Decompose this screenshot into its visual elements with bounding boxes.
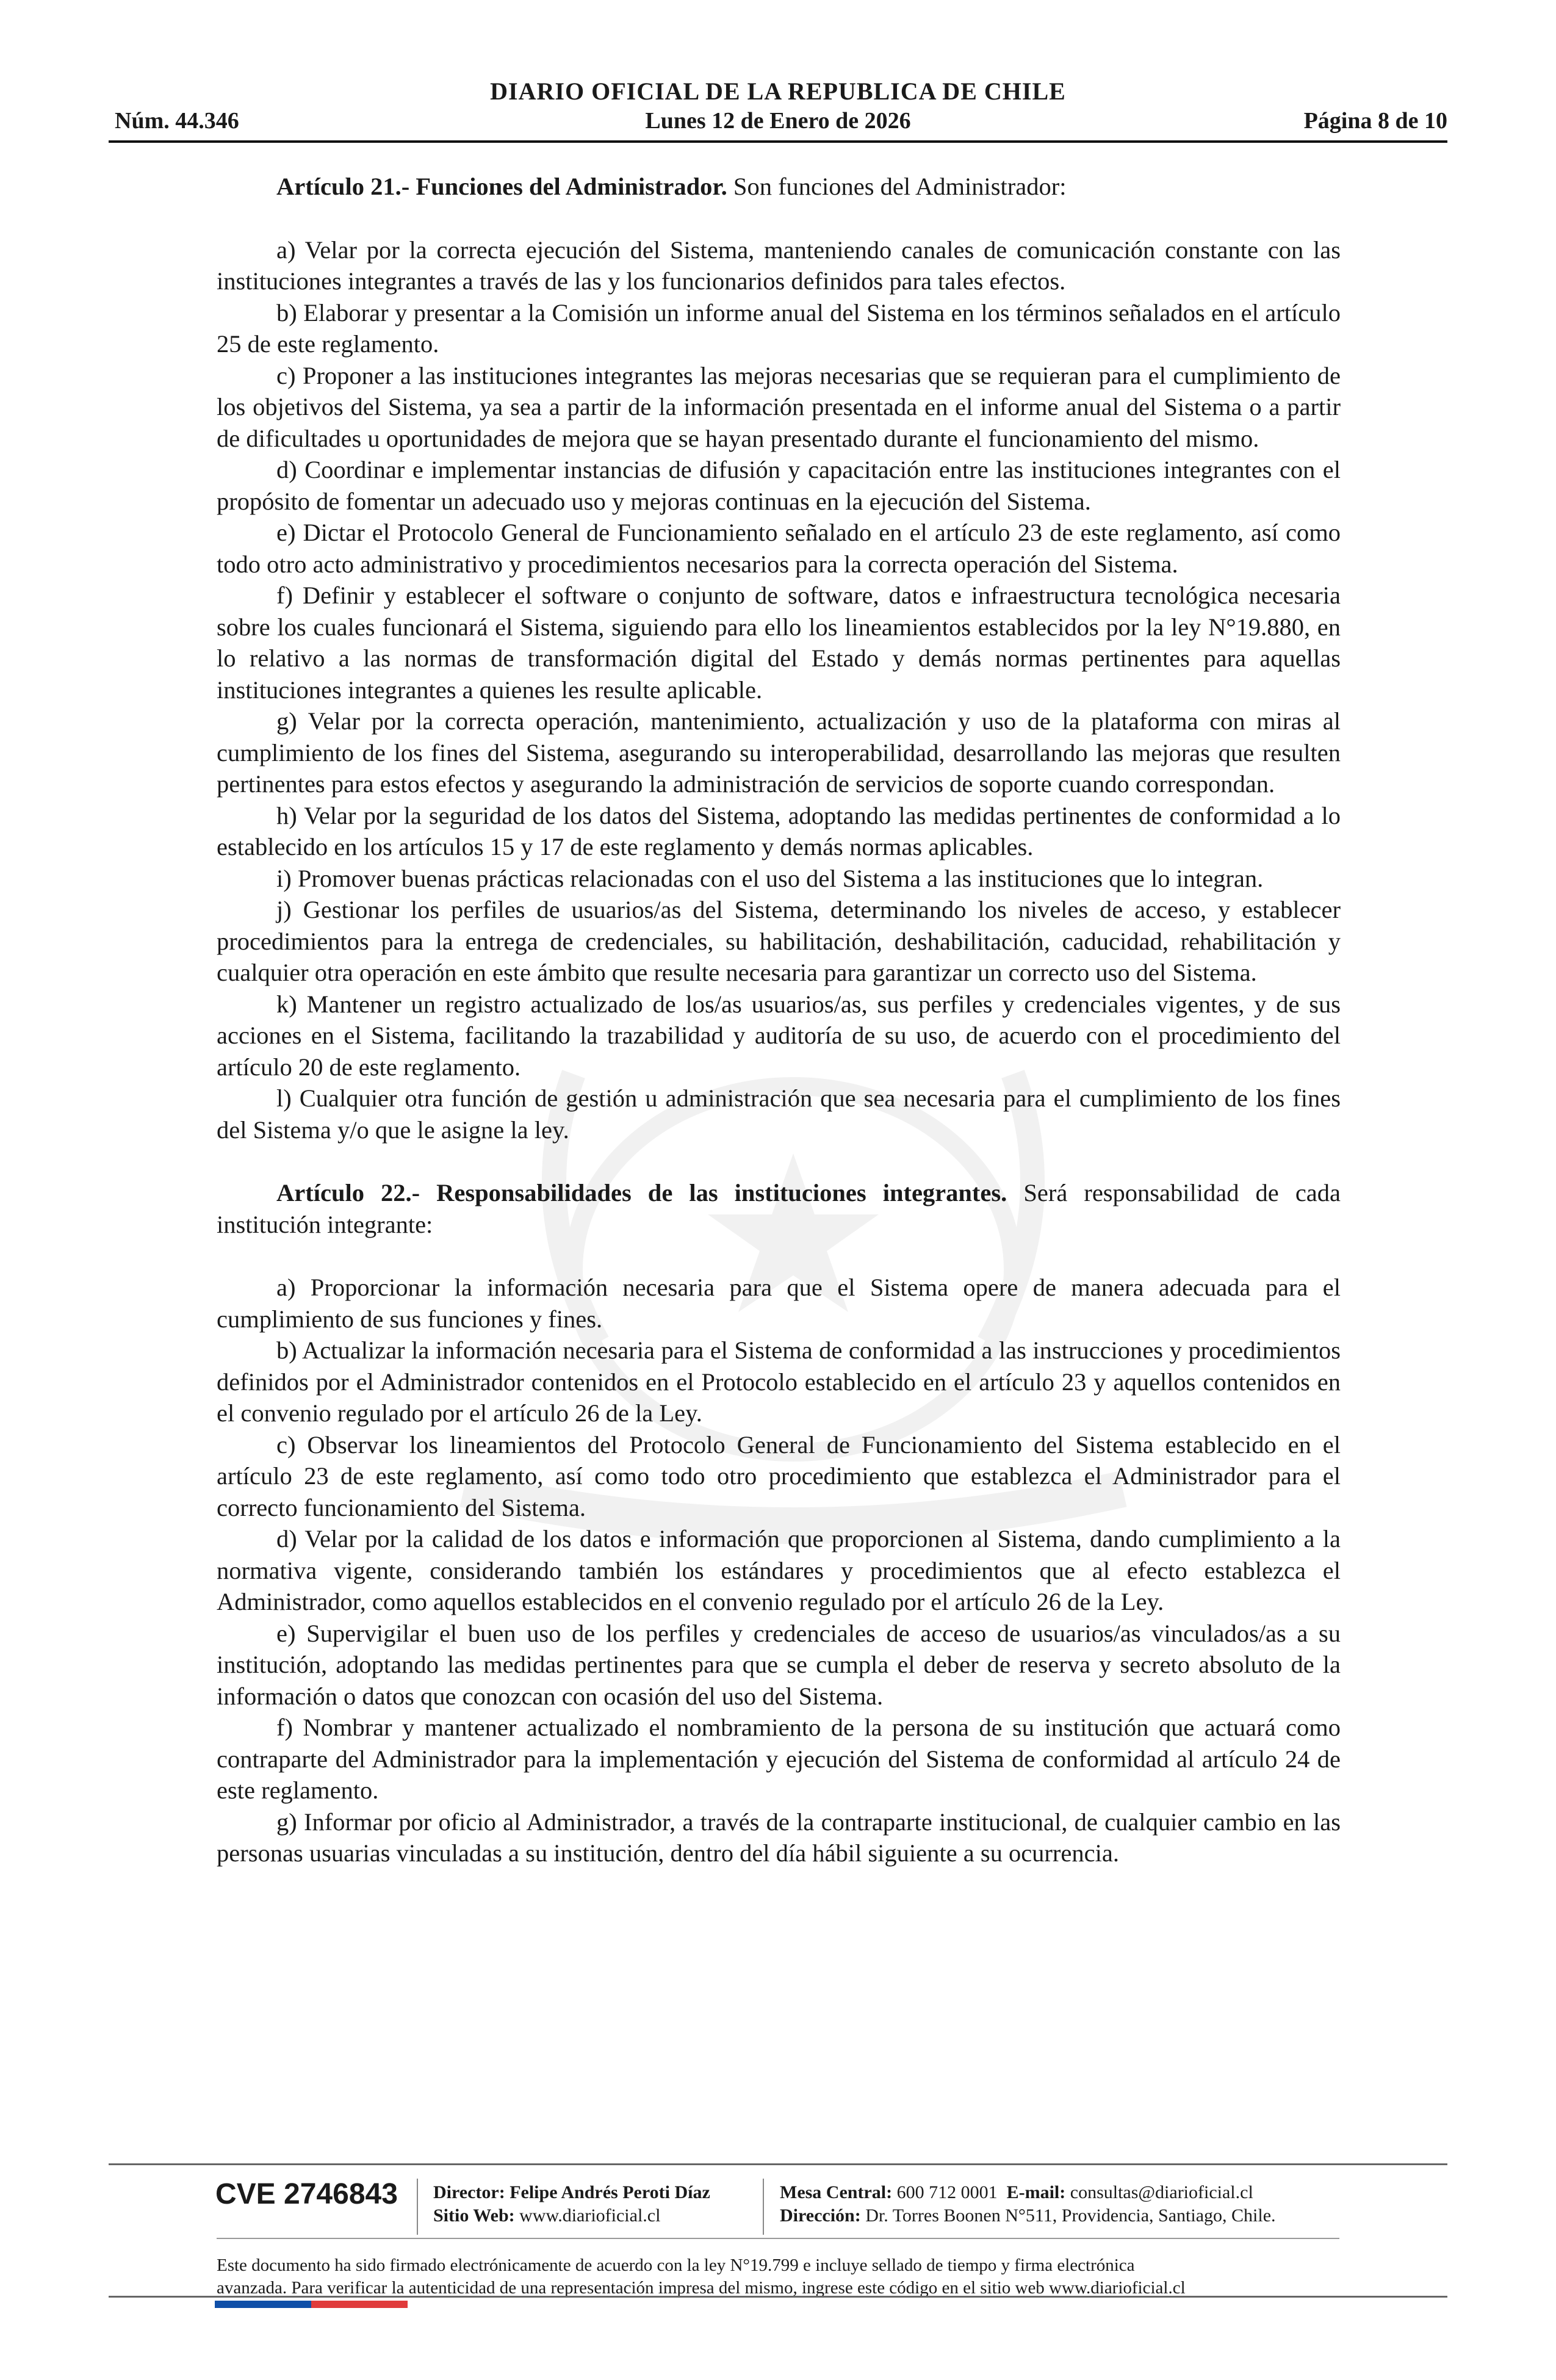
list-item: d) Velar por la calidad de los datos e información que proporcionen al Sistema, dando cumplimiento a la normativa vigente, considerando también los estándares y procedimientos que al efecto establezca el Administrador, como aquellos establecidos en el convenio regulado por el artículo 26 de la Ley. bbox=[217, 1525, 1341, 1615]
footer-bottom-rule bbox=[109, 2296, 1447, 2298]
article-22-heading: Artículo 22.- Responsabilidades de las instituciones integrantes. Será responsabilidad de cada institución integrante: bbox=[217, 1179, 1341, 1238]
address: Dr. Torres Boonen N°511, Providencia, Santiago, Chile. bbox=[865, 2205, 1276, 2226]
list-item: e) Dictar el Protocolo General de Funcionamiento señalado en el artículo 23 de este reglamento, así como todo otro acto administrativo y procedimientos necesarios para la correcta operación del Sistema. bbox=[217, 519, 1341, 578]
list-item: c) Proponer a las instituciones integrantes las mejoras necesarias que se requieran para el cumplimiento de los objetivos del Sistema, ya sea a partir de la información presentada en el informe anual del Sistema o a partir de dificultades u oportunidades de mejora que se hayan presentado durante el funcionamiento del mismo. bbox=[217, 361, 1341, 452]
issue-number: Núm. 44.346 bbox=[115, 108, 239, 134]
list-item: i) Promover buenas prácticas relacionadas con el uso del Sistema a las instituciones que lo integran. bbox=[276, 864, 1264, 892]
list-item: e) Supervigilar el buen uso de los perfiles y credenciales de acceso de usuarios/as vinculados/as a su institución, adoptando las medidas pertinentes para que se cumpla el deber de reserva y secreto absoluto de la información o datos que conozcan con ocasión del uso del Sistema. bbox=[217, 1619, 1341, 1710]
issue-date: Lunes 12 de Enero de 2026 bbox=[645, 108, 911, 134]
list-item: b) Actualizar la información necesaria para el Sistema de conformidad a las instrucciones y procedimientos definidos por el Administrador contenidos en el Protocolo establecido en el artículo 23 y aquellos contenidos en el convenio regulado por el artículo 26 de la Ley. bbox=[217, 1336, 1341, 1427]
list-item: f) Nombrar y mantener actualizado el nombramiento de la persona de su institución que actuará como contraparte del Administrador para la implementación y ejecución del Sistema de conformidad al artículo 24 de este reglamento. bbox=[217, 1714, 1341, 1804]
footer-contact-block: Mesa Central: 600 712 0001 E-mail: consultas@diarioficial.cl Dirección: Dr. Torres Boonen N°511, Providencia, Santiago, Chile. bbox=[780, 2182, 1276, 2226]
footer-director-block: Director: Felipe Andrés Peroti Díaz Sitio Web: www.diarioficial.cl bbox=[433, 2182, 710, 2226]
document-body bbox=[217, 171, 1341, 1869]
newspaper-title: DIARIO OFICIAL DE LA REPUBLICA DE CHILE bbox=[490, 78, 1066, 105]
list-item: k) Mantener un registro actualizado de los/as usuarios/as, sus perfiles y credenciales vigentes, y de sus acciones en el Sistema, facilitando la trazabilidad y auditoría de su uso, de acuerdo con el procedimiento del artículo 20 de este reglamento. bbox=[217, 990, 1341, 1081]
list-item: h) Velar por la seguridad de los datos del Sistema, adoptando las medidas pertinentes de conformidad a lo establecido en los artículos 15 y 17 de este reglamento y demás normas aplicables. bbox=[217, 801, 1341, 860]
list-item: a) Velar por la correcta ejecución del Sistema, manteniendo canales de comunicación constante con las instituciones integrantes a través de las y los funcionarios definidos para tales efectos. bbox=[217, 236, 1341, 295]
footer-top-rule bbox=[109, 2163, 1447, 2165]
list-item: d) Coordinar e implementar instancias de difusión y capacitación entre las instituciones integrantes con el propósito de fomentar un adecuado uso y mejoras continuas en la ejecución del Sistema. bbox=[217, 456, 1341, 515]
footer-separator bbox=[763, 2179, 764, 2235]
header-rule bbox=[109, 140, 1447, 143]
legal-notice: Este documento ha sido firmado electrónicamente de acuerdo con la ley N°19.799 e incluye sellado de tiempo y firma electrónica avanzada. Para verificar la autenticidad de una representación impresa del mismo, ingrese este código en el sitio web www.diarioficial.cl bbox=[217, 2256, 1186, 2298]
site-link[interactable]: www.diarioficial.cl bbox=[519, 2205, 661, 2226]
director-name: Felipe Andrés Peroti Díaz bbox=[510, 2182, 710, 2202]
footer-separator bbox=[417, 2179, 418, 2235]
list-item: g) Informar por oficio al Administrador, a través de la contraparte institucional, de cualquier cambio en las personas usuarias vinculadas a su institución, dentro del día hábil siguiente a su ocurrencia. bbox=[217, 1808, 1341, 1867]
list-item: c) Observar los lineamientos del Protocolo General de Funcionamiento del Sistema establecido en el artículo 23 de este reglamento, así como todo otro procedimiento que establezca el Administrador para el correcto funcionamiento del Sistema. bbox=[217, 1430, 1341, 1521]
list-item: f) Definir y establecer el software o conjunto de software, datos e infraestructura tecnológica necesaria sobre los cuales funcionará el Sistema, siguiendo para ello los lineamientos establecidos por la ley N°19.880, en lo relativo a las normas de transformación digital del Estado y demás normas pertinentes para aquellas instituciones integrantes a quienes les resulte aplicable. bbox=[217, 582, 1341, 704]
list-item: g) Velar por la correcta operación, mantenimiento, actualización y uso de la plataforma con miras al cumplimiento de los fines del Sistema, asegurando su interoperabilidad, desarrollando las mejoras que resulten pertinentes para estos efectos y asegurando la administración de servicios de soporte cuando correspondan. bbox=[217, 707, 1341, 798]
list-item: b) Elaborar y presentar a la Comisión un informe anual del Sistema en los términos señalados en el artículo 25 de este reglamento. bbox=[217, 298, 1341, 358]
page-number: Página 8 de 10 bbox=[1303, 108, 1447, 134]
list-item: j) Gestionar los perfiles de usuarios/as del Sistema, determinando los niveles de acceso, y establecer procedimientos para la entrega de credenciales, su habilitación, deshabilitación, caducidad, rehabilitación y cualquier otra operación en este ámbito que resulte necesaria para garantizar un correcto uso del Sistema. bbox=[217, 896, 1341, 986]
list-item: a) Proporcionar la información necesaria para que el Sistema opere de manera adecuada para el cumplimiento de sus funciones y fines. bbox=[217, 1274, 1341, 1333]
cve-code: CVE 2746843 bbox=[215, 2178, 398, 2210]
footer-thin-rule bbox=[217, 2238, 1339, 2239]
article-21-heading: Artículo 21.- Funciones del Administrador. Son funciones del Administrador: bbox=[276, 173, 1067, 200]
page-header bbox=[109, 72, 1447, 145]
email-link[interactable]: consultas@diarioficial.cl bbox=[1070, 2182, 1253, 2202]
flag-stripe bbox=[215, 2301, 408, 2308]
phone-number: 600 712 0001 bbox=[896, 2182, 998, 2202]
list-item: l) Cualquier otra función de gestión u administración que sea necesaria para el cumplimiento de los fines del Sistema y/o que le asigne la ley. bbox=[217, 1084, 1341, 1144]
